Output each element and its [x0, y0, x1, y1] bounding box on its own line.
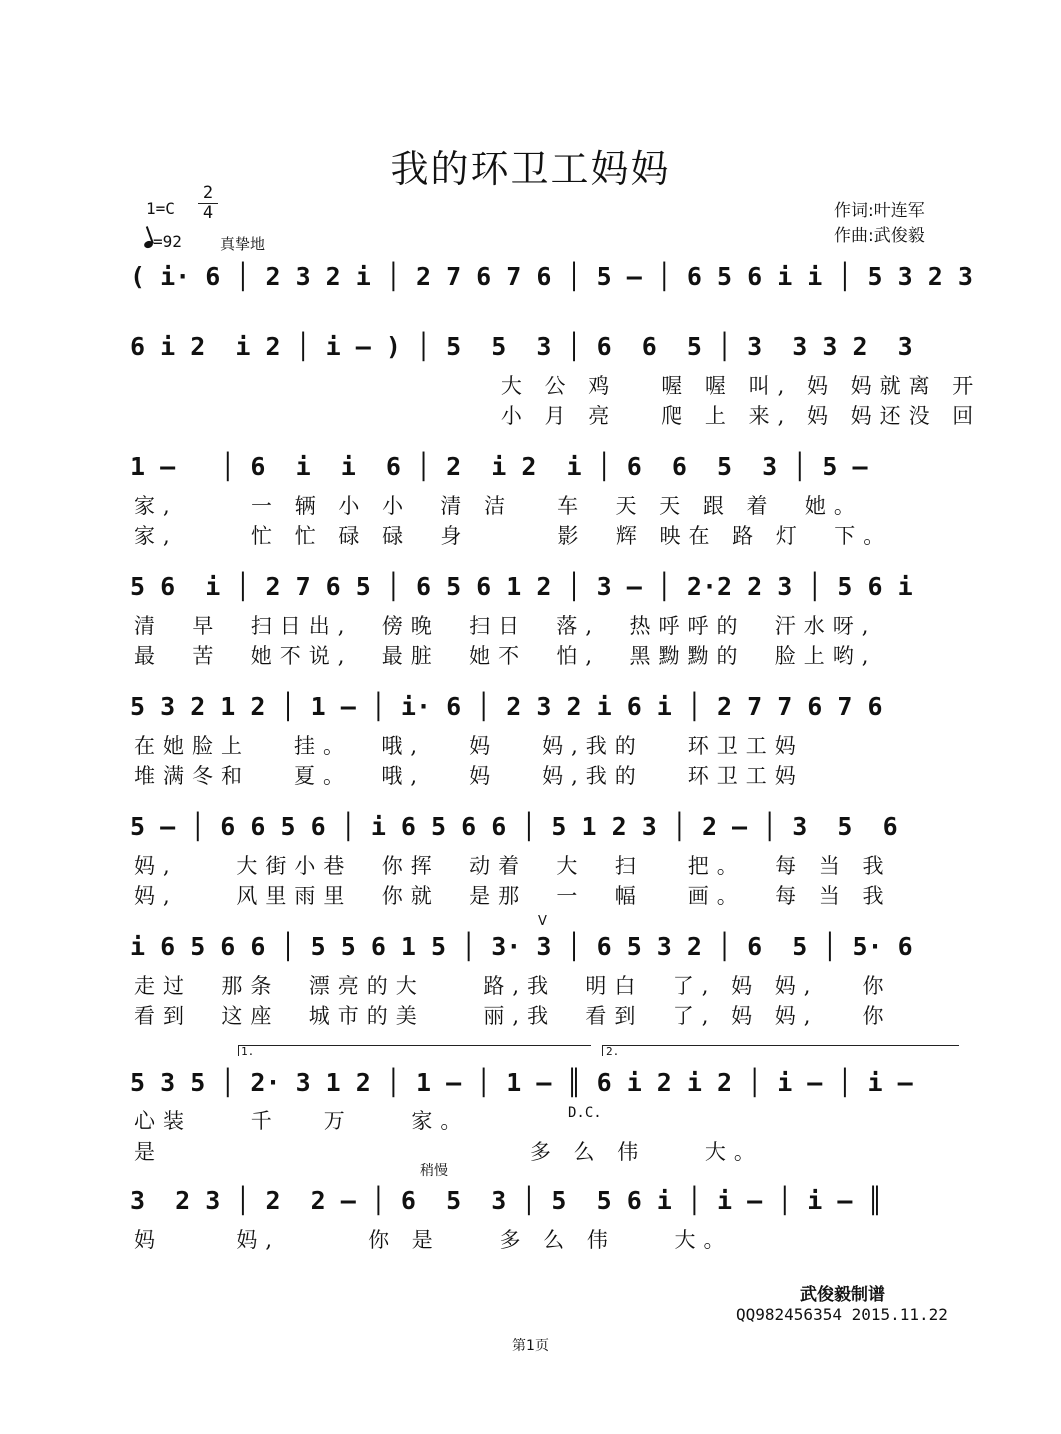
lyric-line-7b: 看到 这座 城市的美 丽,我 看到 了, 妈 妈, 你: [134, 1004, 892, 1028]
volta-number-1: 1.: [241, 1045, 255, 1058]
time-signature-bottom: 4: [198, 203, 218, 223]
song-title: 我的环卫工妈妈: [390, 147, 671, 191]
lyric-line-6a: 妈, 大街小巷 你挥 动着 大 扫 把。 每 当 我: [134, 854, 892, 878]
lyric-line-2a: 大 公 鸡 喔 喔 叫, 妈 妈就离 开: [134, 374, 982, 398]
notation-line-6: 5 – │ 6 6 5 6 │ i 6 5 6 6 │ 5 1 2 3 │ 2 – │ 3 5 6: [130, 812, 898, 841]
lyric-line-4b: 最 苦 她不说, 最脏 她不 怕, 黑黝黝的 脸上哟,: [134, 644, 877, 668]
contact-date: QQ982456354 2015.11.22: [736, 1305, 948, 1324]
lyric-line-5a: 在她脸上 挂。 哦, 妈 妈,我的 环卫工妈: [134, 734, 804, 758]
breath-mark: V: [538, 914, 547, 929]
lyric-line-2b: 小 月 亮 爬 上 来, 妈 妈还没 回: [134, 404, 982, 428]
lyric-line-6b: 妈, 风里雨里 你就 是那 一 幅 画。 每 当 我: [134, 884, 892, 908]
lyric-line-5b: 堆满冬和 夏。 哦, 妈 妈,我的 环卫工妈: [134, 764, 804, 788]
key-signature: 1=C: [146, 199, 175, 218]
volta-bracket-2: [602, 1045, 959, 1056]
lyric-line-7a: 走过 那条 漂亮的大 路,我 明白 了, 妈 妈, 你: [134, 974, 892, 998]
tempo-marking: [144, 232, 182, 251]
volta-number-2: 2.: [606, 1045, 620, 1058]
notation-line-2: 6 i 2 i 2 │ i – ) │ 5 5 3 │ 6 6 5 │ 3 3 3 2 3: [130, 332, 913, 361]
tempo-change-marking: 稍慢: [420, 1163, 448, 1179]
lyric-line-8a: 心装 千 万 家。: [134, 1109, 470, 1133]
notation-line-4: 5 6 i │ 2 7 6 5 │ 6 5 6 1 2 │ 3 – │ 2·2 2 3 │ 5 6 i: [130, 572, 913, 601]
lyric-line-3b: 家, 忙 忙 碌 碌 身 影 辉 映在 路 灯 下。: [134, 524, 893, 548]
composer-credit: 作曲:武俊毅: [834, 226, 925, 246]
expression-marking: 真挚地: [220, 235, 266, 253]
notation-line-3: 1 – │ 6 i i 6 │ 2 i 2 i │ 6 6 5 3 │ 5 –: [130, 452, 868, 481]
time-signature: [198, 184, 218, 223]
notation-line-8: 5 3 5 │ 2· 3 1 2 │ 1 – │ 1 – ║ 6 i 2 i 2 │ i – │ i –: [130, 1068, 913, 1097]
notation-line-5: 5 3 2 1 2 │ 1 – │ i· 6 │ 2 3 2 i 6 i │ 2 7 7 6 7 6: [130, 692, 883, 721]
lyric-line-8b: 是 多 么 伟 大。: [134, 1140, 763, 1164]
lyric-line-9: 妈 妈, 你 是 多 么 伟 大。: [134, 1228, 733, 1252]
time-signature-top: 2: [202, 183, 214, 203]
dc-marking: D.C.: [568, 1105, 602, 1121]
lyricist-credit: 作词:叶连军: [834, 201, 925, 221]
lyric-line-3a: 家, 一 辆 小 小 清 洁 车 天 天 跟 着 她。: [134, 494, 863, 518]
lyric-line-4a: 清 早 扫日出, 傍晚 扫日 落, 热呼呼的 汗水呀,: [134, 614, 877, 638]
transcriber-credit: 武俊毅制谱: [800, 1285, 885, 1305]
page-number: 第1页: [512, 1338, 549, 1354]
tempo-value: =92: [153, 232, 182, 251]
volta-bracket-1: [238, 1045, 591, 1056]
notation-line-1: ( i· 6 │ 2 3 2 i │ 2 7 6 7 6 │ 5 – │ 6 5 6 i i │ 5 3 2 3: [130, 262, 973, 291]
notation-line-9: 3 2 3 │ 2 2 – │ 6 5 3 │ 5 5 6 i │ i – │ i – ║: [130, 1186, 883, 1215]
notation-line-7: i 6 5 6 6 │ 5 5 6 1 5 │ 3· 3 │ 6 5 3 2 │ 6 5 │ 5· 6: [130, 932, 913, 961]
